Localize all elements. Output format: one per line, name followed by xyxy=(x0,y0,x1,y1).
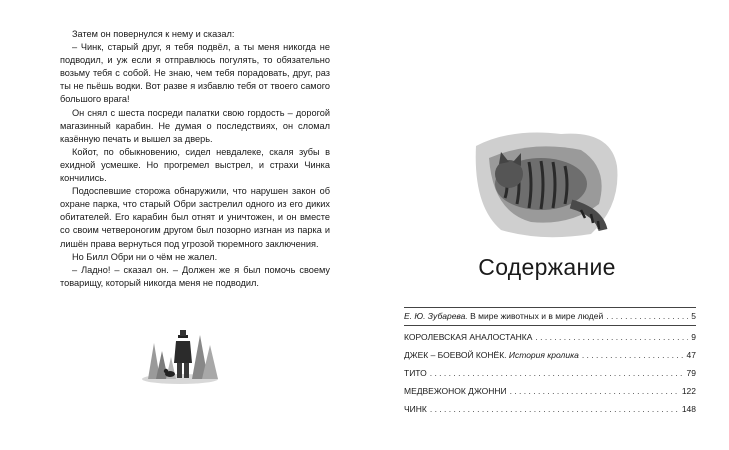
paragraph: Но Билл Обри ни о чём не жалел. xyxy=(72,251,218,262)
toc-entry-title: МЕДВЕЖОНОК ДЖОННИ xyxy=(404,386,507,396)
toc-page-number: 5 xyxy=(691,311,696,321)
toc-entry-title: КОРОЛЕВСКАЯ АНАЛОСТАНКА xyxy=(404,332,533,342)
toc-page-number: 9 xyxy=(691,332,696,342)
toc-entry-title: ЧИНК xyxy=(404,404,427,414)
toc-entry-label xyxy=(404,308,603,325)
toc-page-number: 47 xyxy=(686,350,696,360)
toc-entry-subtitle: История кролика xyxy=(506,350,579,360)
toc-entry-title: ТИТО xyxy=(404,368,427,378)
toc-leader-dots xyxy=(430,400,679,418)
toc-author: Е. Ю. Зубарева. xyxy=(404,311,468,321)
sleeping-cat-illustration xyxy=(471,126,621,241)
left-page xyxy=(0,0,364,450)
table-of-contents xyxy=(404,307,696,418)
toc-entry-title: В мире животных и в мире людей xyxy=(467,311,604,321)
paragraph: Койот, по обыкновению, сидел невдалеке, скаля зубы в ехидной усмешке. Но прогремел выстрел, и страхи Чинка кончились. xyxy=(60,146,330,184)
toc-page-number: 122 xyxy=(681,386,696,396)
toc-leader-dots xyxy=(430,364,684,382)
toc-leader-dots xyxy=(606,308,688,325)
toc-page-number: 79 xyxy=(686,368,696,378)
man-with-dog-in-forest-illustration xyxy=(140,321,220,385)
toc-entry[interactable] xyxy=(404,328,696,346)
toc-entry[interactable] xyxy=(404,364,696,382)
table-of-contents-title: Содержание xyxy=(478,254,616,280)
toc-entry[interactable] xyxy=(404,400,696,418)
paragraph: – Чинк, старый друг, я тебя подвёл, а ты меня никогда не подводил, и уж если я отправлюсь погулять, то обязательно возьму тебя с собой. Не знаю, чем тебя порадовать, друг, раз ты не пьёшь водки. Вот разве я избавлю тебя от твоего самого большого врага! xyxy=(60,42,330,105)
toc-leader-dots xyxy=(582,346,684,364)
toc-leader-dots xyxy=(510,382,679,400)
paragraph: Подоспевшие сторожа обнаружили, что нарушен закон об охране парка, что старый Обри застрелил одного из его диких обитателей. Его карабин был отнят и уничтожен, и он вместе со своим четвероногим другом был позорно изгнан из парка и лишён права вернуться под угрозой тюремного заключения. xyxy=(60,186,330,249)
toc-entry-label xyxy=(404,346,579,364)
toc-leader-dots xyxy=(535,328,688,346)
toc-entry[interactable] xyxy=(404,307,696,326)
toc-entry[interactable] xyxy=(404,382,696,400)
paragraph: Затем он повернулся к нему и сказал: xyxy=(72,29,235,39)
toc-page-number: 148 xyxy=(681,404,696,414)
right-page xyxy=(364,0,729,450)
toc-entry[interactable] xyxy=(404,346,696,364)
toc-entry-title: ДЖЕК – БОЕВОЙ КОНЁК. xyxy=(404,350,507,360)
paragraph: Он снял с шеста посреди палатки свою гордость – дорогой магазинный карабин. Не думая о последствиях, он сломал казённую печать и вышел за дверь. xyxy=(60,107,330,144)
paragraph: – Ладно! – сказал он. – Должен же я был помочь своему товарищу, который никогда меня не подводил. xyxy=(60,264,330,288)
story-text xyxy=(60,28,330,290)
